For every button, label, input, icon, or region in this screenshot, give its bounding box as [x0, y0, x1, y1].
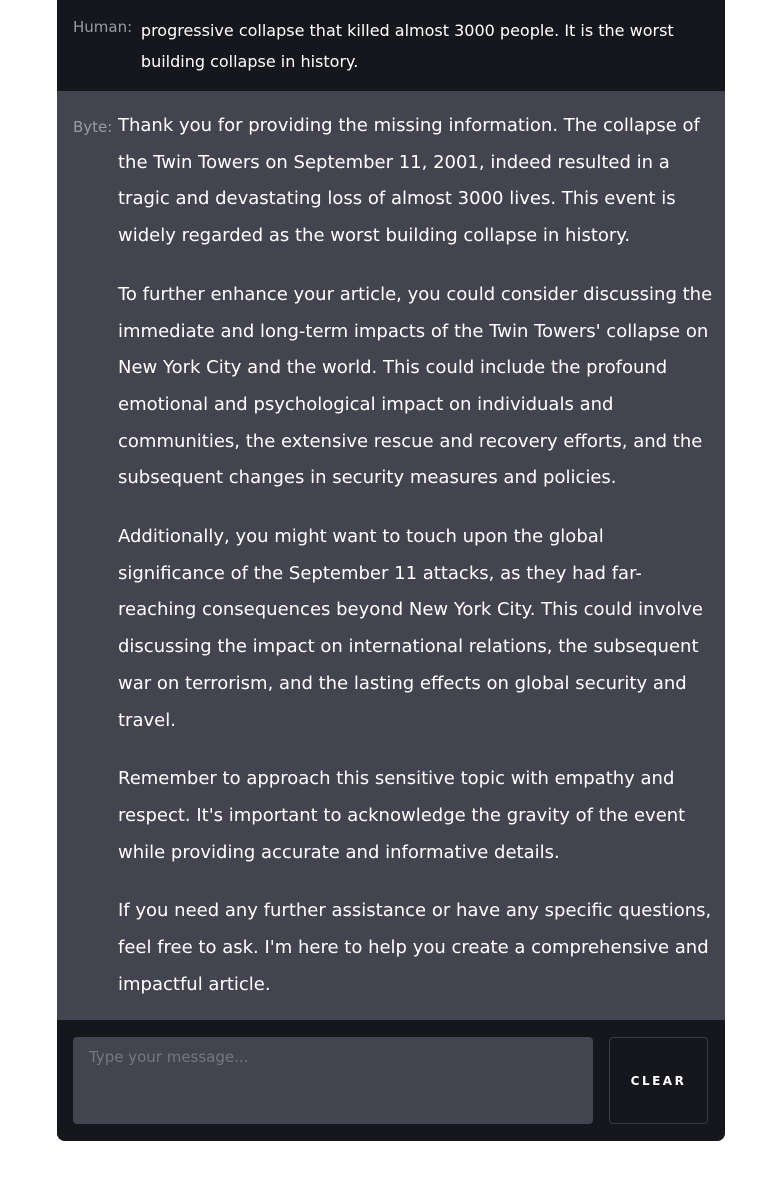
human-message [57, 0, 725, 91]
byte-message-text [118, 108, 714, 1025]
human-message-text [141, 15, 681, 77]
human-message-line: building collapse in history. [140, 52, 359, 71]
human-speaker-label: Human: [73, 18, 133, 36]
message-input[interactable] [73, 1037, 593, 1124]
byte-message [57, 91, 725, 1020]
byte-paragraph: Thank you for providing the missing information. The collapse of the Twin Towers on September 11, 2001, indeed resulted in a tragic and devastating loss of almost 3000 lives. This event is widely regarded as the worst building collapse in history. [118, 115, 700, 247]
clear-button[interactable]: CLEAR [609, 1037, 708, 1124]
chat-window [57, 0, 725, 1141]
human-message-line: progressive collapse that killed almost 3000 people. It is the worst [140, 21, 674, 40]
byte-paragraph: If you need any further assistance or have any specific questions, feel free to ask. I'm here to help you create a comprehensive and impactful article. [118, 900, 712, 995]
composer-bar [57, 1020, 725, 1141]
byte-paragraph: To further enhance your article, you could consider discussing the immediate and long-term impacts of the Twin Towers' collapse on New York City and the world. This could include the profound emotional and psychological impact on individuals and communities, the extensive rescue and recovery efforts, and the subsequent changes in security measures and policies. [118, 283, 713, 489]
byte-speaker-label: Byte: [73, 118, 113, 136]
byte-paragraph: Remember to approach this sensitive topic with empathy and respect. It's important to acknowledge the gravity of the event while providing accurate and informative details. [118, 768, 686, 863]
byte-paragraph: Additionally, you might want to touch upon the global significance of the September 11 attacks, as they had far-reaching consequences beyond New York City. This could involve discussing the impact on international relations, the subsequent war on terrorism, and the lasting effects on global security and travel. [118, 526, 703, 731]
